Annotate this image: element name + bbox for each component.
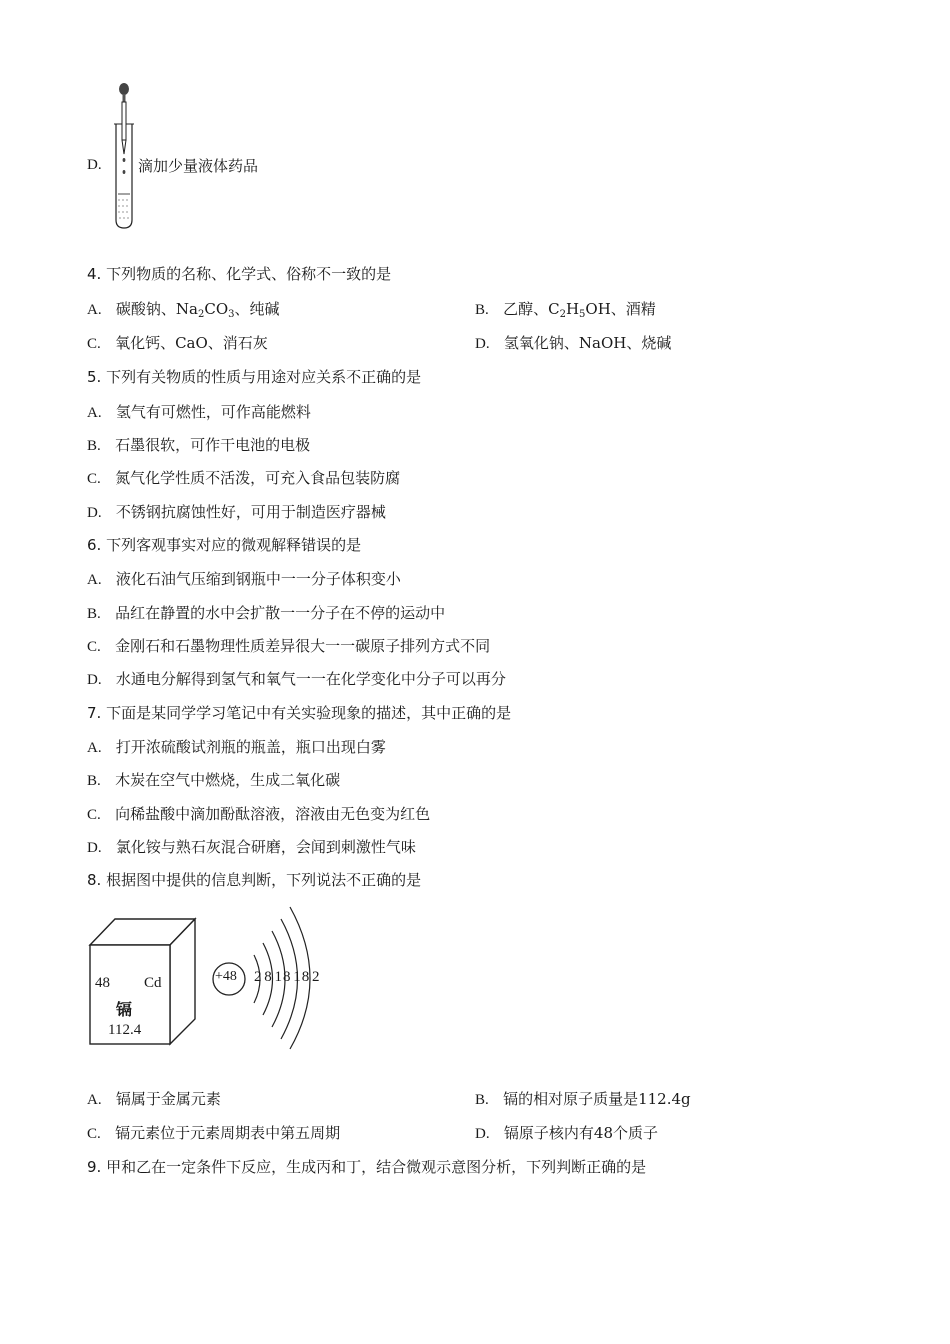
option-text: 不锈钢抗腐蚀性好，可用于制造医疗器械	[115, 503, 386, 521]
option-text-part: 碳酸钠、Na	[115, 300, 198, 318]
q4-number: 4.	[87, 265, 102, 283]
q7-number: 7.	[87, 704, 102, 722]
option-text: 品红在静置的水中会扩散一一分子在不停的运动中	[115, 604, 446, 622]
q6-question	[87, 534, 361, 555]
q7-option-b	[87, 769, 340, 790]
q6-stem: 下列客观事实对应的微观解释错误的是	[106, 536, 362, 554]
element-symbol: Cd	[144, 975, 162, 991]
option-text: 氯化铵与熟石灰混合研磨，会闻到刺激性气味	[115, 838, 416, 856]
q6-option-b	[87, 602, 445, 623]
option-label: A.	[87, 572, 102, 588]
option-text: 镉原子核内有48个质子	[503, 1124, 658, 1142]
option-label: D.	[475, 336, 490, 352]
option-label: C.	[87, 336, 101, 352]
q4-option-d	[475, 332, 671, 353]
element-name: 镉	[116, 1000, 133, 1019]
q7-option-c	[87, 803, 430, 824]
option-label: D.	[87, 672, 102, 688]
option-text-part: H	[565, 300, 580, 318]
option-label: A.	[87, 405, 102, 421]
element-mass: 112.4	[108, 1022, 142, 1038]
option-text: 石墨很软，可作干电池的电极	[115, 436, 311, 454]
option-label: A.	[87, 740, 102, 756]
q3-option-d-text: 滴加少量液体药品	[138, 157, 259, 175]
option-label: A.	[87, 1092, 102, 1108]
q6-option-c	[87, 635, 490, 656]
q5-question	[87, 366, 421, 387]
q4-question	[87, 263, 391, 284]
option-label: B.	[87, 438, 101, 454]
q8-option-a	[87, 1088, 221, 1109]
q9-stem: 甲和乙在一定条件下反应，生成丙和丁，结合微观示意图分析，下列判断正确的是	[106, 1158, 647, 1176]
subscript: 2	[559, 309, 566, 320]
q5-number: 5.	[87, 368, 102, 386]
option-label: D.	[475, 1126, 490, 1142]
option-label: B.	[475, 302, 489, 318]
option-label: C.	[87, 1126, 101, 1142]
q6-number: 6.	[87, 536, 102, 554]
option-text-part: 、纯碱	[234, 300, 280, 318]
element-number: 48	[95, 975, 110, 991]
q7-question	[87, 702, 511, 723]
option-label: C.	[87, 639, 101, 655]
q9-number: 9.	[87, 1158, 102, 1176]
q8-option-d	[475, 1122, 658, 1143]
option-label: D.	[87, 840, 102, 856]
option-text: 氮气化学性质不活泼，可充入食品包装防腐	[115, 469, 401, 487]
option-label: D.	[87, 505, 102, 521]
q5-option-b	[87, 434, 310, 455]
option-label: B.	[87, 773, 101, 789]
q3-option-d-label: D.	[87, 157, 102, 173]
q4-stem: 下列物质的名称、化学式、俗称不一致的是	[106, 265, 392, 283]
option-text-part: CO	[204, 300, 229, 318]
option-text: 水通电分解得到氢气和氧气一一在化学变化中分子可以再分	[115, 670, 506, 688]
q5-stem: 下列有关物质的性质与用途对应关系不正确的是	[106, 368, 422, 386]
q5-option-c	[87, 467, 400, 488]
option-text: 打开浓硫酸试剂瓶的瓶盖，瓶口出现白雾	[115, 738, 386, 756]
q8-option-b	[475, 1088, 691, 1109]
option-text: 木炭在空气中燃烧，生成二氧化碳	[115, 771, 341, 789]
q8-question	[87, 869, 421, 890]
q8-option-c	[87, 1122, 340, 1143]
option-text: 液化石油气压缩到钢瓶中一一分子体积变小	[115, 570, 401, 588]
q8-number: 8.	[87, 871, 102, 889]
subscript: 3	[228, 309, 235, 320]
nucleus-charge: +48	[215, 969, 237, 984]
option-text: 氧化钙、CaO、消石灰	[115, 334, 268, 352]
option-text: 向稀盐酸中滴加酚酞溶液，溶液由无色变为红色	[115, 805, 431, 823]
electron-shells: 2 8 18 18 2	[254, 969, 321, 985]
q4-option-b	[475, 298, 656, 319]
q8-stem: 根据图中提供的信息判断，下列说法不正确的是	[106, 871, 422, 889]
option-label: B.	[475, 1092, 489, 1108]
q4-option-a	[87, 298, 280, 319]
dropper-test-tube-illustration	[108, 82, 138, 230]
option-text: 氢气有可燃性，可作高能燃料	[115, 403, 311, 421]
q5-option-d	[87, 501, 386, 522]
q5-option-a	[87, 401, 311, 422]
option-text-part: OH、酒精	[585, 300, 656, 318]
q4-option-c	[87, 332, 268, 353]
option-text-part: 乙醇、C	[503, 300, 560, 318]
option-text: 镉元素位于元素周期表中第五周期	[115, 1124, 341, 1142]
q9-question	[87, 1156, 646, 1177]
q7-stem: 下面是某同学学习笔记中有关实验现象的描述，其中正确的是	[106, 704, 512, 722]
option-text: 氢氧化钠、NaOH、烧碱	[503, 334, 672, 352]
subscript: 5	[579, 309, 586, 320]
q6-option-d	[87, 668, 506, 689]
q7-option-a	[87, 736, 386, 757]
option-text: 镉属于金属元素	[115, 1090, 221, 1108]
q6-option-a	[87, 568, 401, 589]
option-label: A.	[87, 302, 102, 318]
option-text: 金刚石和石墨物理性质差异很大一一碳原子排列方式不同	[115, 637, 491, 655]
subscript: 2	[197, 309, 205, 320]
option-label: B.	[87, 606, 101, 622]
option-label: C.	[87, 807, 101, 823]
option-label: C.	[87, 471, 101, 487]
option-text: 镉的相对原子质量是112.4g	[503, 1090, 691, 1108]
q7-option-d	[87, 836, 416, 857]
